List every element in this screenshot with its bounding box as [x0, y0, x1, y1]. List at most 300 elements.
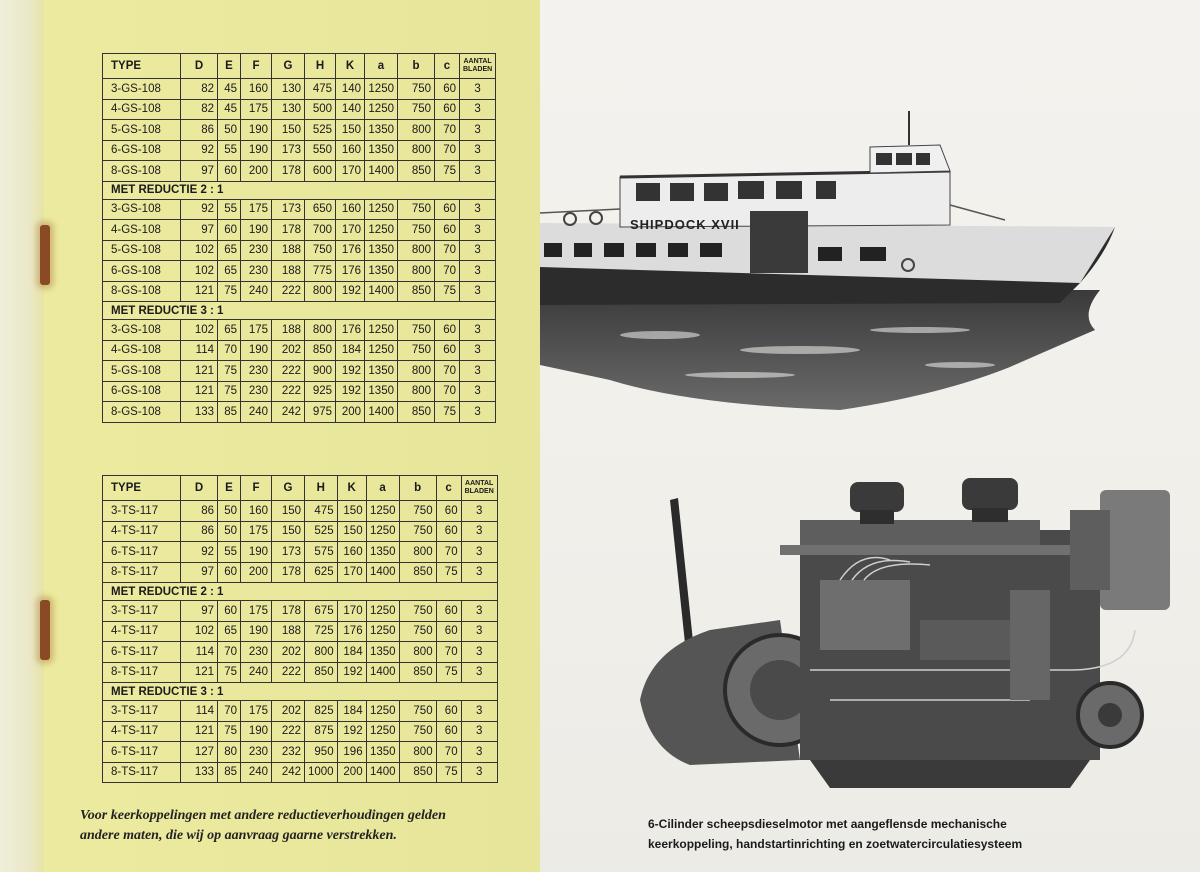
value-cell: 175: [241, 320, 272, 341]
value-cell: 121: [181, 662, 218, 683]
value-cell: 240: [241, 402, 272, 423]
value-cell: 750: [399, 721, 436, 742]
value-cell: 50: [218, 501, 241, 522]
value-cell: 150: [337, 501, 366, 522]
value-cell: 850: [305, 340, 336, 361]
value-cell: 92: [181, 542, 218, 563]
value-cell: 230: [241, 742, 272, 763]
header-d: D: [181, 476, 218, 501]
value-cell: 75: [218, 381, 241, 402]
header-b: b: [398, 54, 435, 79]
value-cell: 130: [272, 79, 305, 100]
value-cell: 1350: [365, 381, 398, 402]
value-cell: 475: [305, 501, 338, 522]
value-cell: 75: [218, 281, 241, 302]
value-cell: 550: [305, 140, 336, 161]
header-k: K: [337, 476, 366, 501]
value-cell: 50: [218, 521, 241, 542]
value-cell: 75: [218, 721, 241, 742]
value-cell: 800: [398, 140, 435, 161]
value-cell: 82: [181, 79, 218, 100]
value-cell: 80: [218, 742, 241, 763]
value-cell: 160: [337, 542, 366, 563]
value-cell: 202: [272, 642, 305, 663]
value-cell: 192: [336, 361, 365, 382]
value-cell: 60: [436, 601, 461, 622]
value-cell: 200: [337, 762, 366, 783]
value-cell: 1250: [365, 220, 398, 241]
value-cell: 700: [305, 220, 336, 241]
value-cell: 3: [460, 240, 496, 261]
value-cell: 70: [436, 742, 461, 763]
table-row: [103, 742, 498, 763]
value-cell: 240: [241, 762, 272, 783]
value-cell: 800: [398, 261, 435, 282]
value-cell: 102: [181, 621, 218, 642]
value-cell: 175: [241, 701, 272, 722]
value-cell: 825: [305, 701, 338, 722]
value-cell: 675: [305, 601, 338, 622]
value-cell: 1400: [365, 281, 398, 302]
header-bladen-line: BLADEN: [464, 488, 494, 495]
value-cell: 750: [398, 199, 435, 220]
value-cell: 114: [181, 340, 218, 361]
value-cell: 1400: [366, 662, 399, 683]
value-cell: 192: [337, 662, 366, 683]
value-cell: 750: [398, 79, 435, 100]
value-cell: 170: [337, 601, 366, 622]
value-cell: 188: [272, 261, 305, 282]
value-cell: 160: [241, 501, 272, 522]
value-cell: 500: [305, 99, 336, 120]
value-cell: 222: [272, 662, 305, 683]
table-row: [103, 79, 496, 100]
value-cell: 192: [336, 381, 365, 402]
value-cell: 750: [399, 501, 436, 522]
type-cell: 8-TS-117: [103, 562, 181, 583]
value-cell: 190: [241, 120, 272, 141]
value-cell: 750: [398, 99, 435, 120]
value-cell: 45: [218, 99, 241, 120]
value-cell: 3: [460, 220, 496, 241]
value-cell: 975: [305, 402, 336, 423]
value-cell: 192: [336, 281, 365, 302]
value-cell: 97: [181, 161, 218, 182]
value-cell: 55: [218, 140, 241, 161]
value-cell: 175: [241, 99, 272, 120]
value-cell: 176: [336, 261, 365, 282]
value-cell: 925: [305, 381, 336, 402]
value-cell: 102: [181, 261, 218, 282]
value-cell: 800: [305, 281, 336, 302]
table-row: [103, 220, 496, 241]
value-cell: 750: [398, 320, 435, 341]
table-row: [103, 542, 498, 563]
value-cell: 775: [305, 261, 336, 282]
table-row: [103, 120, 496, 141]
value-cell: 175: [241, 199, 272, 220]
header-k: K: [336, 54, 365, 79]
value-cell: 1250: [366, 721, 399, 742]
value-cell: 3: [460, 120, 496, 141]
table-header-row: [103, 476, 498, 501]
value-cell: 800: [398, 120, 435, 141]
value-cell: 1350: [365, 361, 398, 382]
value-cell: 242: [272, 402, 305, 423]
value-cell: 3: [461, 762, 497, 783]
table-row: [103, 261, 496, 282]
value-cell: 1400: [365, 402, 398, 423]
value-cell: 60: [435, 220, 460, 241]
value-cell: 176: [336, 320, 365, 341]
value-cell: 1400: [365, 161, 398, 182]
type-cell: 3-TS-117: [103, 701, 181, 722]
type-cell: 4-GS-108: [103, 99, 181, 120]
section-label: MET REDUCTIE 2 : 1: [103, 181, 496, 199]
value-cell: 1250: [366, 601, 399, 622]
table-row: [103, 621, 498, 642]
value-cell: 230: [241, 642, 272, 663]
header-type: TYPE: [103, 476, 181, 501]
value-cell: 3: [460, 199, 496, 220]
value-cell: 3: [460, 140, 496, 161]
table-row: [103, 402, 496, 423]
value-cell: 184: [337, 642, 366, 663]
value-cell: 60: [435, 320, 460, 341]
value-cell: 3: [460, 361, 496, 382]
header-b: b: [399, 476, 436, 501]
value-cell: 3: [461, 662, 497, 683]
value-cell: 130: [272, 99, 305, 120]
value-cell: 230: [241, 240, 272, 261]
value-cell: 121: [181, 381, 218, 402]
value-cell: 70: [435, 240, 460, 261]
value-cell: 75: [436, 562, 461, 583]
engine-caption: [648, 814, 1068, 854]
value-cell: 60: [436, 621, 461, 642]
value-cell: 140: [336, 79, 365, 100]
staple-top: [40, 225, 50, 285]
value-cell: 184: [337, 701, 366, 722]
value-cell: 1250: [365, 79, 398, 100]
header-c: c: [436, 476, 461, 501]
value-cell: 3: [461, 521, 497, 542]
value-cell: 70: [435, 140, 460, 161]
section-label: MET REDUCTIE 3 : 1: [103, 683, 498, 701]
value-cell: 222: [272, 361, 305, 382]
value-cell: 114: [181, 642, 218, 663]
value-cell: 222: [272, 381, 305, 402]
header-a: a: [366, 476, 399, 501]
value-cell: 82: [181, 99, 218, 120]
value-cell: 800: [399, 742, 436, 763]
staple-bottom: [40, 600, 50, 660]
value-cell: 750: [398, 340, 435, 361]
value-cell: 75: [218, 361, 241, 382]
value-cell: 3: [460, 99, 496, 120]
header-c: c: [435, 54, 460, 79]
type-cell: 3-GS-108: [103, 199, 181, 220]
table-row: [103, 701, 498, 722]
value-cell: 188: [272, 621, 305, 642]
value-cell: 240: [241, 281, 272, 302]
table-row: [103, 140, 496, 161]
value-cell: 102: [181, 320, 218, 341]
value-cell: 242: [272, 762, 305, 783]
value-cell: 1250: [365, 320, 398, 341]
value-cell: 60: [436, 521, 461, 542]
value-cell: 70: [436, 642, 461, 663]
value-cell: 178: [272, 161, 305, 182]
value-cell: 600: [305, 161, 336, 182]
value-cell: 1250: [365, 99, 398, 120]
value-cell: 133: [181, 762, 218, 783]
value-cell: 85: [218, 762, 241, 783]
value-cell: 190: [241, 220, 272, 241]
value-cell: 97: [181, 601, 218, 622]
type-cell: 6-TS-117: [103, 542, 181, 563]
value-cell: 202: [272, 340, 305, 361]
value-cell: 114: [181, 701, 218, 722]
value-cell: 75: [436, 762, 461, 783]
value-cell: 127: [181, 742, 218, 763]
value-cell: 3: [460, 402, 496, 423]
value-cell: 175: [241, 601, 272, 622]
header-aantal-bladen: [461, 476, 497, 501]
value-cell: 800: [399, 542, 436, 563]
value-cell: 750: [399, 701, 436, 722]
value-cell: 160: [336, 140, 365, 161]
value-cell: 1250: [365, 340, 398, 361]
value-cell: 86: [181, 120, 218, 141]
section-row: [103, 583, 498, 601]
value-cell: 50: [218, 120, 241, 141]
value-cell: 65: [218, 240, 241, 261]
table-row: [103, 340, 496, 361]
value-cell: 1250: [366, 701, 399, 722]
value-cell: 70: [435, 261, 460, 282]
type-cell: 6-GS-108: [103, 381, 181, 402]
value-cell: 750: [399, 601, 436, 622]
section-row: [103, 302, 496, 320]
value-cell: 800: [305, 320, 336, 341]
value-cell: 55: [218, 542, 241, 563]
value-cell: 850: [305, 662, 338, 683]
value-cell: 1250: [366, 621, 399, 642]
header-type: TYPE: [103, 54, 181, 79]
value-cell: 525: [305, 120, 336, 141]
value-cell: 1350: [366, 642, 399, 663]
value-cell: 3: [460, 261, 496, 282]
value-cell: 1350: [365, 120, 398, 141]
value-cell: 150: [272, 521, 305, 542]
value-cell: 200: [241, 562, 272, 583]
value-cell: 1400: [366, 562, 399, 583]
type-cell: 8-GS-108: [103, 161, 181, 182]
type-cell: 4-TS-117: [103, 721, 181, 742]
section-row: [103, 683, 498, 701]
value-cell: 1000: [305, 762, 338, 783]
type-cell: 8-GS-108: [103, 402, 181, 423]
value-cell: 86: [181, 501, 218, 522]
value-cell: 850: [399, 562, 436, 583]
value-cell: 75: [435, 161, 460, 182]
value-cell: 190: [241, 721, 272, 742]
header-a: a: [365, 54, 398, 79]
header-h: H: [305, 476, 338, 501]
type-cell: 3-TS-117: [103, 601, 181, 622]
value-cell: 1350: [365, 261, 398, 282]
value-cell: 70: [435, 361, 460, 382]
value-cell: 121: [181, 361, 218, 382]
gs-108-spec-table: [102, 53, 496, 423]
left-page-margin: [0, 0, 44, 872]
value-cell: 3: [461, 642, 497, 663]
value-cell: 173: [272, 140, 305, 161]
section-label: MET REDUCTIE 3 : 1: [103, 302, 496, 320]
value-cell: 3: [460, 79, 496, 100]
type-cell: 8-TS-117: [103, 662, 181, 683]
value-cell: 230: [241, 381, 272, 402]
value-cell: 525: [305, 521, 338, 542]
value-cell: 60: [218, 601, 241, 622]
value-cell: 3: [461, 721, 497, 742]
value-cell: 190: [241, 140, 272, 161]
value-cell: 850: [399, 762, 436, 783]
value-cell: 3: [460, 320, 496, 341]
value-cell: 240: [241, 662, 272, 683]
type-cell: 4-TS-117: [103, 521, 181, 542]
table-row: [103, 501, 498, 522]
value-cell: 60: [436, 721, 461, 742]
value-cell: 222: [272, 721, 305, 742]
value-cell: 150: [272, 120, 305, 141]
value-cell: 60: [435, 199, 460, 220]
value-cell: 55: [218, 199, 241, 220]
table-row: [103, 601, 498, 622]
table-row: [103, 199, 496, 220]
value-cell: 750: [399, 521, 436, 542]
value-cell: 850: [398, 281, 435, 302]
value-cell: 65: [218, 261, 241, 282]
boat-name: SHIPDOCK XVII: [630, 217, 740, 232]
value-cell: 900: [305, 361, 336, 382]
table-row: [103, 99, 496, 120]
section-label: MET REDUCTIE 2 : 1: [103, 583, 498, 601]
boat-photo: [540, 105, 1130, 420]
value-cell: 1350: [366, 542, 399, 563]
value-cell: 190: [241, 340, 272, 361]
value-cell: 86: [181, 521, 218, 542]
type-cell: 4-GS-108: [103, 220, 181, 241]
type-cell: 6-TS-117: [103, 742, 181, 763]
value-cell: 133: [181, 402, 218, 423]
value-cell: 850: [399, 662, 436, 683]
value-cell: 92: [181, 140, 218, 161]
header-f: F: [241, 476, 272, 501]
value-cell: 178: [272, 562, 305, 583]
value-cell: 160: [336, 199, 365, 220]
value-cell: 70: [435, 120, 460, 141]
value-cell: 65: [218, 320, 241, 341]
value-cell: 170: [336, 161, 365, 182]
header-aantal-line: AANTAL: [465, 480, 494, 487]
value-cell: 575: [305, 542, 338, 563]
value-cell: 200: [336, 402, 365, 423]
value-cell: 60: [436, 501, 461, 522]
value-cell: 188: [272, 320, 305, 341]
value-cell: 3: [461, 562, 497, 583]
value-cell: 75: [436, 662, 461, 683]
ts-117-spec-table: [102, 475, 498, 783]
value-cell: 75: [218, 662, 241, 683]
value-cell: 200: [241, 161, 272, 182]
value-cell: 230: [241, 361, 272, 382]
value-cell: 850: [398, 161, 435, 182]
header-e: E: [218, 476, 241, 501]
header-h: H: [305, 54, 336, 79]
header-g: G: [272, 54, 305, 79]
value-cell: 70: [218, 701, 241, 722]
value-cell: 178: [272, 220, 305, 241]
value-cell: 750: [399, 621, 436, 642]
value-cell: 176: [336, 240, 365, 261]
table-row: [103, 642, 498, 663]
value-cell: 196: [337, 742, 366, 763]
value-cell: 3: [461, 742, 497, 763]
value-cell: 75: [435, 402, 460, 423]
value-cell: 750: [398, 220, 435, 241]
table-row: [103, 562, 498, 583]
value-cell: 850: [398, 402, 435, 423]
type-cell: 3-TS-117: [103, 501, 181, 522]
engine-caption-line-1: 6-Cilinder scheepsdieselmotor met aangeflensde mechanische: [648, 817, 1007, 831]
table-row: [103, 361, 496, 382]
value-cell: 1350: [366, 742, 399, 763]
value-cell: 170: [337, 562, 366, 583]
value-cell: 45: [218, 79, 241, 100]
value-cell: 60: [436, 701, 461, 722]
value-cell: 173: [272, 199, 305, 220]
value-cell: 725: [305, 621, 338, 642]
table-row: [103, 320, 496, 341]
value-cell: 202: [272, 701, 305, 722]
value-cell: 650: [305, 199, 336, 220]
value-cell: 800: [398, 240, 435, 261]
value-cell: 1400: [366, 762, 399, 783]
header-aantal-line: AANTAL: [463, 58, 492, 65]
value-cell: 70: [435, 381, 460, 402]
value-cell: 170: [336, 220, 365, 241]
engine-caption-line-2: keerkoppeling, handstartinrichting en zoetwatercirculatiesysteem: [648, 837, 1023, 851]
value-cell: 70: [218, 340, 241, 361]
value-cell: 800: [398, 381, 435, 402]
header-bladen-line: BLADEN: [463, 66, 493, 73]
table-row: [103, 281, 496, 302]
value-cell: 1250: [366, 501, 399, 522]
value-cell: 60: [218, 161, 241, 182]
type-cell: 4-TS-117: [103, 621, 181, 642]
value-cell: 140: [336, 99, 365, 120]
value-cell: 75: [435, 281, 460, 302]
value-cell: 800: [398, 361, 435, 382]
engine-photo: [630, 470, 1180, 800]
value-cell: 1250: [365, 199, 398, 220]
value-cell: 3: [460, 281, 496, 302]
value-cell: 60: [435, 340, 460, 361]
value-cell: 60: [435, 99, 460, 120]
value-cell: 175: [241, 521, 272, 542]
